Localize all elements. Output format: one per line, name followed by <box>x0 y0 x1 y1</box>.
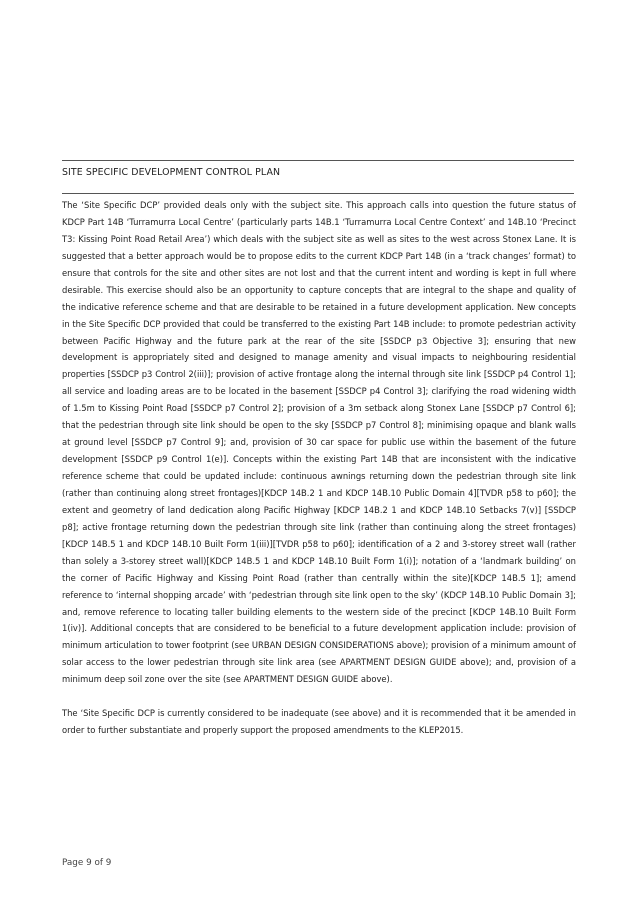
body-paragraph-2: The ‘Site Specific DCP is currently considered to be inadequate (see above) and it is recommended that it be amended in order to further substantiate and properly support the proposed amendments to the KLEP2015. <box>62 708 576 735</box>
page-number-footer: Page 9 of 9 <box>62 858 112 868</box>
body-paragraph-1: The ‘Site Specific DCP’ provided deals only with the subject site. This approach calls into question the future status of KDCP Part 14B ‘Turramurra Local Centre’ (particularly parts 14B.1 ‘Turramurra Local Centre Context’ and 14B.10 ‘Precinct T3: Kissing Point Road Retail Area’) which deals with the subject site as well as sites to the west across Stonex Lane. It is suggested that a better approach would be to propose edits to the current KDCP Part 14B (in a ‘track changes’ format) to ensure that controls for the site and other sites are not lost and that the current intent and wording is kept in full where desirable. This exercise should also be an opportunity to capture concepts that are integral to the shape and quality of the indicative reference scheme and that are desirable to be retained in a future development application. New concepts in the Site Specific DCP provided that could be transferred to the existing Part 14B include: to promote pedestrian activity between Pacific Highway and the future park at the rear of the site [SSDCP p3 Objective 3]; ensuring that new development is appropriately sited and designed to manage amenity and visual impacts to neighbouring residential properties [SSDCP p3 Control 2(iii)]; provision of active frontage along the internal through site link [SSDCP p4 Control 1]; all service and loading areas are to be located in the basement [SSDCP p4 Control 3]; clarifying the road widening width of 1.5m to Kissing Point Road [SSDCP p7 Control 2]; provision of a 3m setback along Stonex Lane [SSDCP p7 Control 6]; that the pedestrian through site link should be open to the sky [SSDCP p7 Control 8]; minimising opaque and blank walls at ground level [SSDCP p7 Control 9]; and, provision of 30 car space for public use within the basement of the future development [SSDCP p9 Control 1(e)]. Concepts within the existing Part 14B that are inconsistent with the indicative reference scheme that could be updated include: continuous awnings returning down the pedestrian through site link (rather than continuing along street frontages)[KDCP 14B.2 1 and KDCP 14B.10 Public Domain 4][TVDR p58 to p60]; the extent and geometry of land dedication along Pacific Highway [KDCP 14B.2 1 and KDCP 14B.10 Setbacks 7(v)] [SSDCP p8]; active frontage returning down the pedestrian through site link (rather than continuing along the street frontages)[KDCP 14B.5 1 and KDCP 14B.10 Built Form 1(iii)][TVDR p58 to p60]; identification of a 2 and 3-storey street wall (rather than solely a 3-storey street wall)[KDCP 14B.5 1 and KDCP 14B.10 Built Form 1(i)]; notation of a ‘landmark building’ on the corner of Pacific Highway and Kissing Point Road (rather than centrally within the site)[KDCP 14B.5 1]; amend reference to ‘internal shopping arcade’ with ‘pedestrian through site link open to the sky’ (KDCP 14B.10 Public Domain 3]; and, remove reference to locating taller building elements to the western side of the precinct [KDCP 14B.10 Built Form 1(iv)]. Additional concepts that are considered to be beneficial to a future development application include: provision of minimum articulation to tower footprint (see URBAN DESIGN CONSIDERATIONS above); provision of a minimum amount of solar access to the lower pedestrian through site link area (see APARTMENT DESIGN GUIDE above); and, provision of a minimum deep soil zone over the site (see APARTMENT DESIGN GUIDE above). <box>62 200 576 685</box>
section-heading: SITE SPECIFIC DEVELOPMENT CONTROL PLAN <box>62 167 281 178</box>
section-top-rule <box>62 160 574 161</box>
section-bottom-rule <box>62 193 574 194</box>
